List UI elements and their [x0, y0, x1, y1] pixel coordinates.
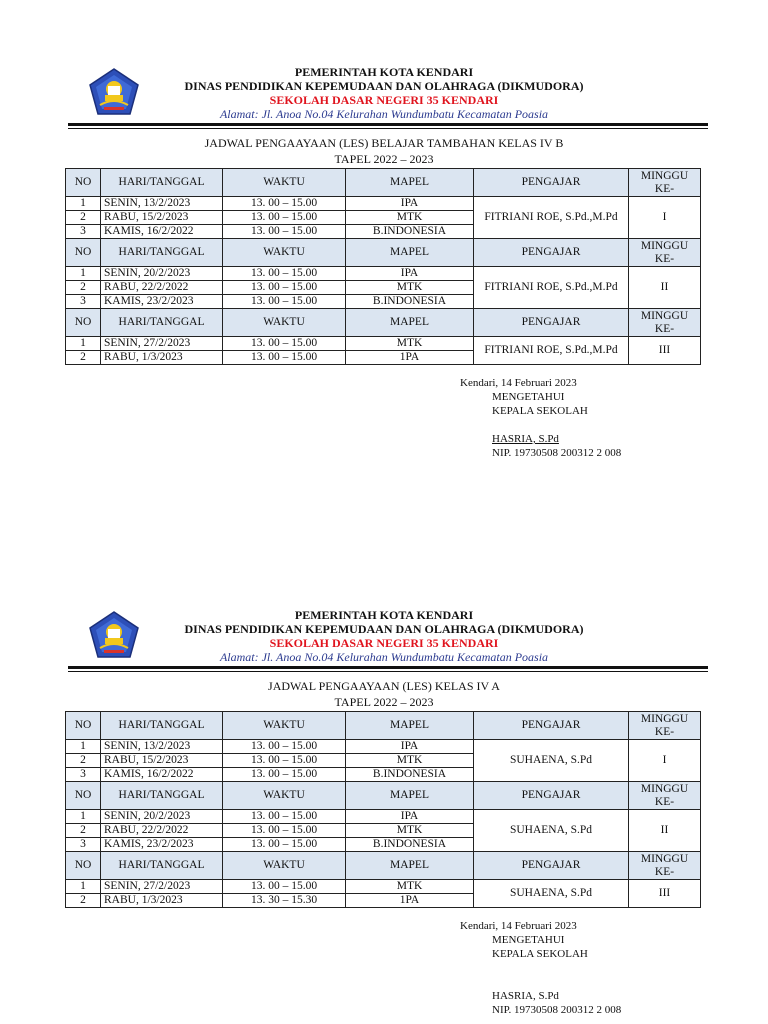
table-header-row [66, 309, 701, 337]
signature-acknowledged: MENGETAHUI [492, 934, 565, 946]
col-teacher: PENGAJAR [474, 309, 629, 337]
signature-nip: NIP. 19730508 200312 2 008 [492, 1004, 622, 1016]
row-teacher: FITRIANI ROE, S.Pd.,M.Pd [474, 267, 629, 309]
row-no: 1 [66, 810, 101, 824]
signature-acknowledged: MENGETAHUI [492, 391, 565, 403]
row-time: 13. 00 – 15.00 [223, 740, 346, 754]
row-subject: B.INDONESIA [346, 225, 474, 239]
row-no: 2 [66, 754, 101, 768]
row-week: III [629, 880, 701, 908]
col-week: MINGGU KE- [629, 239, 701, 267]
col-subject: MAPEL [346, 712, 474, 740]
row-date: RABU, 1/3/2023 [101, 894, 223, 908]
col-teacher: PENGAJAR [474, 712, 629, 740]
row-date: KAMIS, 16/2/2022 [101, 225, 223, 239]
col-week: MINGGU KE- [629, 712, 701, 740]
row-teacher: SUHAENA, S.Pd [474, 880, 629, 908]
row-no: 3 [66, 295, 101, 309]
letterhead-department: DINAS PENDIDIKAN KEPEMUDAAN DAN OLAHRAGA (DIKMUDORA) [184, 622, 584, 636]
row-time: 13. 00 – 15.00 [223, 880, 346, 894]
schedule-title: JADWAL PENGAAYAAN (LES) KELAS IV A [268, 679, 500, 693]
row-subject: MTK [346, 211, 474, 225]
col-week: MINGGU KE- [629, 309, 701, 337]
row-subject: IPA [346, 267, 474, 281]
row-no: 3 [66, 768, 101, 782]
row-teacher: FITRIANI ROE, S.Pd.,M.Pd [474, 197, 629, 239]
col-subject: MAPEL [346, 852, 474, 880]
row-time: 13. 00 – 15.00 [223, 337, 346, 351]
col-teacher: PENGAJAR [474, 852, 629, 880]
col-subject: MAPEL [346, 239, 474, 267]
row-subject: IPA [346, 197, 474, 211]
row-subject: B.INDONESIA [346, 838, 474, 852]
row-time: 13. 00 – 15.00 [223, 838, 346, 852]
school-year: TAPEL 2022 – 2023 [334, 695, 434, 709]
table-header-row [66, 239, 701, 267]
row-no: 1 [66, 337, 101, 351]
letterhead-department: DINAS PENDIDIKAN KEPEMUDAAN DAN OLAHRAGA (DIKMUDORA) [184, 79, 584, 93]
col-week: MINGGU KE- [629, 852, 701, 880]
col-teacher: PENGAJAR [474, 169, 629, 197]
row-date: SENIN, 13/2/2023 [101, 197, 223, 211]
col-time: WAKTU [223, 309, 346, 337]
row-week: I [629, 197, 701, 239]
letterhead-government: PEMERINTAH KOTA KENDARI [294, 65, 474, 79]
table-header-row [66, 712, 701, 740]
row-time: 13. 00 – 15.00 [223, 267, 346, 281]
row-subject: IPA [346, 740, 474, 754]
col-subject: MAPEL [346, 782, 474, 810]
row-subject: 1PA [346, 351, 474, 365]
row-time: 13. 00 – 15.00 [223, 197, 346, 211]
row-subject: MTK [346, 337, 474, 351]
col-no: NO [66, 169, 101, 197]
col-date: HARI/TANGGAL [101, 852, 223, 880]
table-header-row [66, 782, 701, 810]
signature-nip: NIP. 19730508 200312 2 008 [492, 447, 622, 459]
row-date: KAMIS, 23/2/2023 [101, 838, 223, 852]
letterhead [0, 608, 768, 664]
row-time: 13. 00 – 15.00 [223, 768, 346, 782]
signature-role: KEPALA SEKOLAH [492, 405, 588, 417]
schedule-table [65, 168, 701, 365]
row-date: SENIN, 27/2/2023 [101, 880, 223, 894]
col-no: NO [66, 712, 101, 740]
col-no: NO [66, 309, 101, 337]
col-no: NO [66, 239, 101, 267]
row-date: SENIN, 20/2/2023 [101, 810, 223, 824]
row-no: 2 [66, 824, 101, 838]
row-date: RABU, 22/2/2022 [101, 281, 223, 295]
letterhead-address: Alamat: Jl. Anoa No.04 Kelurahan Wundumbatu Kecamatan Poasia [219, 650, 549, 664]
signature-name: HASRIA, S.Pd [492, 433, 559, 445]
schedule-title: JADWAL PENGAAYAAN (LES) BELAJAR TAMBAHAN KELAS IV B [204, 136, 564, 150]
row-subject: IPA [346, 810, 474, 824]
row-teacher: SUHAENA, S.Pd [474, 740, 629, 782]
letterhead-divider [68, 123, 708, 129]
row-date: KAMIS, 23/2/2023 [101, 295, 223, 309]
col-date: HARI/TANGGAL [101, 169, 223, 197]
schedule-table [65, 711, 701, 908]
table-row [66, 880, 701, 894]
letterhead-divider [68, 666, 708, 672]
row-subject: MTK [346, 281, 474, 295]
row-week: II [629, 810, 701, 852]
row-no: 1 [66, 267, 101, 281]
row-no: 2 [66, 894, 101, 908]
signature-name: HASRIA, S.Pd [492, 990, 559, 1002]
letterhead [0, 65, 768, 121]
row-no: 3 [66, 225, 101, 239]
col-time: WAKTU [223, 852, 346, 880]
letterhead-school: SEKOLAH DASAR NEGERI 35 KENDARI [269, 93, 499, 107]
col-date: HARI/TANGGAL [101, 309, 223, 337]
school-year: TAPEL 2022 – 2023 [334, 152, 434, 166]
row-subject: B.INDONESIA [346, 768, 474, 782]
signature-block [460, 919, 621, 1017]
letterhead-school: SEKOLAH DASAR NEGERI 35 KENDARI [269, 636, 499, 650]
letterhead-government: PEMERINTAH KOTA KENDARI [294, 608, 474, 622]
table-row [66, 267, 701, 281]
row-subject: MTK [346, 880, 474, 894]
table-header-row [66, 169, 701, 197]
letterhead-address: Alamat: Jl. Anoa No.04 Kelurahan Wundumbatu Kecamatan Poasia [219, 107, 549, 121]
row-time: 13. 00 – 15.00 [223, 754, 346, 768]
row-no: 1 [66, 880, 101, 894]
row-time: 13. 00 – 15.00 [223, 211, 346, 225]
signature-role: KEPALA SEKOLAH [492, 948, 588, 960]
row-no: 2 [66, 351, 101, 365]
row-time: 13. 00 – 15.00 [223, 281, 346, 295]
table-row [66, 337, 701, 351]
table-header-row [66, 852, 701, 880]
row-no: 2 [66, 281, 101, 295]
signature-city-date: Kendari, 14 Februari 2023 [460, 377, 577, 389]
row-week: III [629, 337, 701, 365]
row-date: RABU, 1/3/2023 [101, 351, 223, 365]
row-date: SENIN, 13/2/2023 [101, 740, 223, 754]
col-date: HARI/TANGGAL [101, 782, 223, 810]
col-no: NO [66, 782, 101, 810]
row-time: 13. 30 – 15.30 [223, 894, 346, 908]
row-no: 1 [66, 740, 101, 754]
row-subject: MTK [346, 824, 474, 838]
row-time: 13. 00 – 15.00 [223, 824, 346, 838]
row-week: I [629, 740, 701, 782]
row-time: 13. 00 – 15.00 [223, 295, 346, 309]
row-subject: B.INDONESIA [346, 295, 474, 309]
table-row [66, 810, 701, 824]
signature-block [460, 376, 621, 460]
signature-city-date: Kendari, 14 Februari 2023 [460, 920, 577, 932]
row-time: 13. 00 – 15.00 [223, 351, 346, 365]
row-teacher: SUHAENA, S.Pd [474, 810, 629, 852]
col-week: MINGGU KE- [629, 782, 701, 810]
row-date: KAMIS, 16/2/2022 [101, 768, 223, 782]
col-time: WAKTU [223, 782, 346, 810]
col-teacher: PENGAJAR [474, 239, 629, 267]
row-no: 2 [66, 211, 101, 225]
row-date: RABU, 22/2/2022 [101, 824, 223, 838]
table-row [66, 197, 701, 211]
row-teacher: FITRIANI ROE, S.Pd.,M.Pd [474, 337, 629, 365]
col-teacher: PENGAJAR [474, 782, 629, 810]
row-date: SENIN, 20/2/2023 [101, 267, 223, 281]
col-date: HARI/TANGGAL [101, 239, 223, 267]
row-no: 1 [66, 197, 101, 211]
col-subject: MAPEL [346, 169, 474, 197]
col-week: MINGGU KE- [629, 169, 701, 197]
row-time: 13. 00 – 15.00 [223, 225, 346, 239]
col-no: NO [66, 852, 101, 880]
col-time: WAKTU [223, 712, 346, 740]
col-subject: MAPEL [346, 309, 474, 337]
row-subject: MTK [346, 754, 474, 768]
row-time: 13. 00 – 15.00 [223, 810, 346, 824]
col-time: WAKTU [223, 239, 346, 267]
row-week: II [629, 267, 701, 309]
row-date: RABU, 15/2/2023 [101, 211, 223, 225]
table-row [66, 740, 701, 754]
row-date: RABU, 15/2/2023 [101, 754, 223, 768]
col-time: WAKTU [223, 169, 346, 197]
row-subject: 1PA [346, 894, 474, 908]
row-no: 3 [66, 838, 101, 852]
col-date: HARI/TANGGAL [101, 712, 223, 740]
row-date: SENIN, 27/2/2023 [101, 337, 223, 351]
